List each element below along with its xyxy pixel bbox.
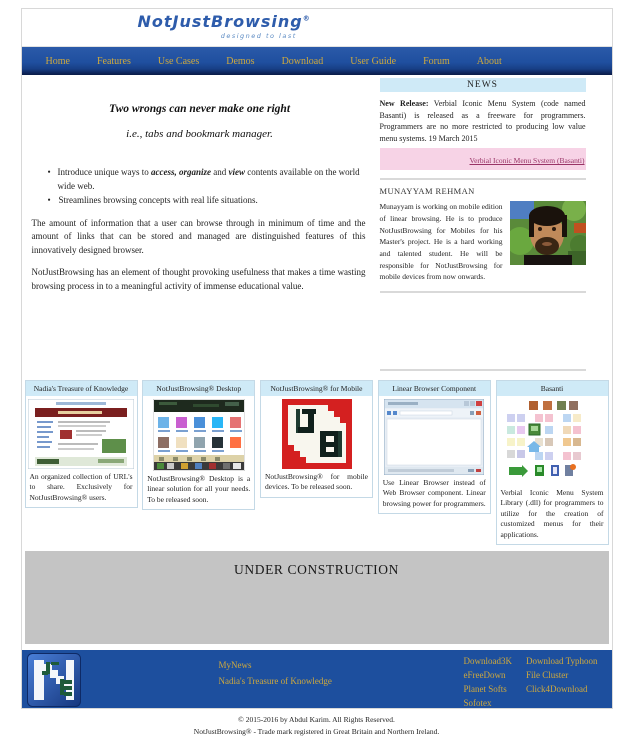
card-description: Verbial Iconic Menu System Library (.dll) for programmers to utilize for the creation of customized menus for their applications. bbox=[500, 487, 604, 539]
nav-item-forum[interactable]: Forum bbox=[423, 55, 450, 67]
card-title: Basanti bbox=[497, 381, 608, 396]
jb-mobile-logo bbox=[282, 399, 352, 469]
news-item bbox=[380, 98, 586, 144]
card-basanti bbox=[496, 380, 609, 546]
news-link-bar bbox=[380, 148, 586, 170]
footer-link-file-cluster[interactable]: File Cluster bbox=[526, 670, 569, 681]
nav-item-features[interactable]: Features bbox=[96, 55, 131, 67]
card-linear-browser bbox=[378, 380, 491, 515]
profile-name: MUNAYYAM REHMAN bbox=[379, 186, 475, 197]
under-construction-banner bbox=[25, 551, 609, 644]
card-description: An organized collection of URL's to share. Exclusively for NotJustBrowsing® users. bbox=[29, 471, 133, 502]
intro-paragraph-2: NotJustBrowsing has an element of thought provoking usefulness that makes a time wasting browsing process in to a meaningful activity of immense educational value. bbox=[31, 267, 366, 291]
card-image-wrap bbox=[497, 396, 608, 486]
footer-link-nadias-treasure[interactable]: Nadia's Treasure of Knowledge bbox=[218, 676, 332, 687]
nav-item-download[interactable]: Download bbox=[281, 55, 324, 67]
news-header: NEWS bbox=[380, 78, 586, 92]
copyright-line-2: NotJustBrowsing® - Trade mark registered in Great Britain and Northern Ireland. bbox=[193, 726, 440, 736]
card-title: Linear Browser Component bbox=[379, 381, 490, 396]
footer-center-links bbox=[219, 650, 332, 689]
site-footer bbox=[22, 650, 612, 708]
card-title: NotJustBrowsing® for Mobile bbox=[261, 381, 372, 396]
nav-item-home[interactable]: Home bbox=[45, 55, 70, 67]
nav-item-about[interactable]: About bbox=[476, 55, 502, 67]
bullet-text: Streamlines browsing concepts with real life situations. bbox=[58, 195, 258, 205]
card-nadias-treasure bbox=[25, 380, 138, 509]
divider bbox=[380, 291, 586, 293]
footer-link-sofotex[interactable]: Sofotex bbox=[463, 698, 492, 709]
under-construction-text: UNDER CONSTRUCTION bbox=[234, 562, 399, 578]
footer-link-download3k[interactable]: Download3K bbox=[463, 656, 513, 667]
intro-column bbox=[22, 75, 376, 377]
card-title: Nadia's Treasure of Knowledge bbox=[26, 381, 137, 396]
logo-text: NotJustBrowsing bbox=[137, 12, 303, 31]
product-cards bbox=[22, 380, 612, 546]
nav-item-user-guide[interactable]: User Guide bbox=[350, 55, 397, 67]
footer-link-efreedown[interactable]: eFreeDown bbox=[463, 670, 506, 681]
bullet-icon: • bbox=[47, 195, 51, 205]
news-release-link[interactable]: Verbial Iconic Menu System (Basanti) bbox=[469, 156, 585, 166]
basanti-icons-thumbnail bbox=[501, 399, 603, 485]
card-image-wrap bbox=[261, 396, 372, 470]
footer-link-planet-softs[interactable]: Planet Softs bbox=[463, 684, 507, 695]
profile-description: Munayyam is working on mobile edition of linear browsing. He is to produce NotJustBrowsing for Mobiles for his Master's project. He is a hard working and talented student. He will be responsible for NotJustBrowsing for mobile devices from now onwards. bbox=[379, 202, 503, 282]
registered-mark: ® bbox=[302, 14, 311, 23]
main-navigation bbox=[22, 47, 612, 75]
spacer bbox=[380, 299, 586, 361]
card-description: NotJustBrowsing® Desktop is a linear solution for all your needs. To be released soon. bbox=[147, 473, 251, 504]
divider bbox=[380, 178, 586, 180]
bullet-text: Introduce unique ways to access, organize and view contents available on the world wide web. bbox=[57, 167, 360, 191]
intro-paragraph-1: The amount of information that a user can browse through in minimum of time and the amount of links that can be stored and managed are distinguished features of this innovatively designed browser. bbox=[31, 217, 366, 255]
copyright bbox=[0, 714, 633, 737]
site-header bbox=[22, 9, 612, 47]
feature-bullets bbox=[32, 166, 368, 208]
card-image-wrap bbox=[143, 396, 254, 472]
card-njb-mobile bbox=[260, 380, 373, 498]
card-njb-desktop bbox=[142, 380, 255, 511]
bullet-item bbox=[48, 194, 368, 208]
site-logo[interactable] bbox=[138, 12, 311, 40]
footer-link-mynews[interactable]: MyNews bbox=[218, 660, 252, 671]
page-container bbox=[21, 8, 613, 709]
nadias-treasure-thumbnail bbox=[28, 399, 134, 469]
logo-tagline: designed to last bbox=[220, 32, 297, 40]
profile-photo bbox=[510, 201, 586, 282]
card-description: Use Linear Browser instead of Web Browser component. Linear browsing power for programmers. bbox=[382, 477, 486, 508]
bullet-icon: • bbox=[47, 167, 51, 177]
card-title: NotJustBrowsing® Desktop bbox=[143, 381, 254, 396]
news-item-text: Verbial Iconic Menu System (code named Basanti) is released as a freeware for programmers. Programmers are no more restricted to producing low value menu systems. 19 March 2015 bbox=[379, 99, 586, 143]
footer-link-download-typhoon[interactable]: Download Typhoon bbox=[526, 656, 598, 667]
footer-link-click4download[interactable]: Click4Download bbox=[526, 684, 588, 695]
browser-window-thumbnail bbox=[384, 399, 484, 475]
bullet-item bbox=[48, 166, 368, 193]
desktop-thumbnail bbox=[153, 399, 245, 471]
nav-item-demos[interactable]: Demos bbox=[226, 55, 255, 67]
card-image-wrap bbox=[26, 396, 137, 470]
page-subtitle: i.e., tabs and bookmark manager. bbox=[126, 128, 273, 140]
divider bbox=[380, 369, 586, 371]
news-column bbox=[376, 75, 612, 377]
portrait-image bbox=[510, 201, 586, 265]
nav-item-use-cases[interactable]: Use Cases bbox=[157, 55, 200, 67]
news-item-label: New Release: bbox=[379, 99, 429, 108]
footer-partner-links bbox=[464, 650, 598, 708]
njb-logo bbox=[27, 653, 81, 707]
profile-section bbox=[380, 201, 586, 282]
page-title: Two wrongs can never make one right bbox=[108, 103, 291, 115]
copyright-line-1: © 2015-2016 by Abdul Karim. All Rights Reserved. bbox=[238, 715, 395, 725]
card-image-wrap bbox=[379, 396, 490, 476]
logo-wordmark bbox=[138, 12, 311, 31]
card-description: NotJustBrowsing® for mobile devices. To be released soon. bbox=[265, 471, 368, 492]
main-content bbox=[22, 75, 612, 377]
footer-logo bbox=[27, 653, 81, 712]
